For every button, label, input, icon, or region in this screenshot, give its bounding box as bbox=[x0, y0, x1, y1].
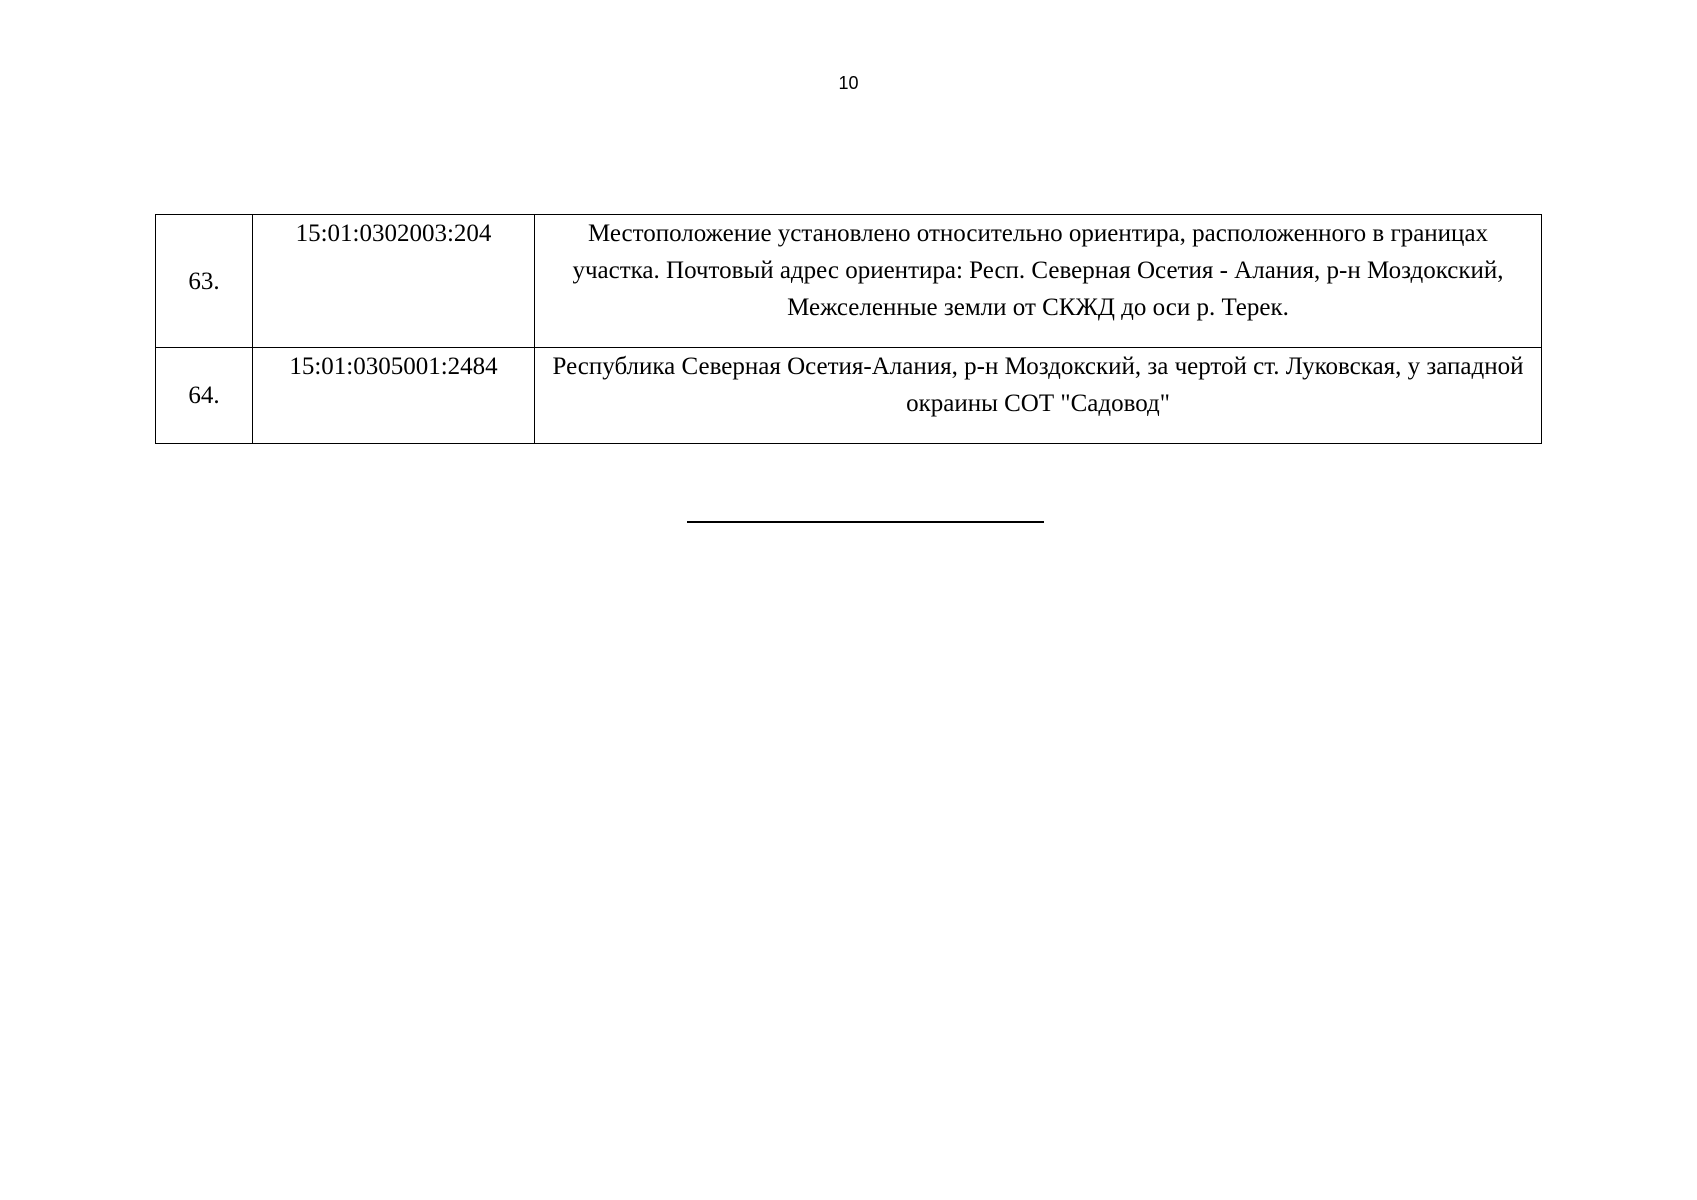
address-text: Местоположение установлено относительно ориентира, расположенного в границах участка. Почтовый адрес ориентира: Респ. Северная Осетия - Алания, р-н Моздокский, Межселенные земли от СКЖД до оси р. Терек. bbox=[535, 215, 1542, 348]
row-number: 63. bbox=[156, 215, 253, 348]
address-text: Республика Северная Осетия-Алания, р-н Моздокский, за чертой ст. Луковская, у западной окраины СОТ "Садовод" bbox=[535, 348, 1542, 444]
table-row bbox=[156, 348, 1542, 444]
parcel-table bbox=[155, 214, 1542, 444]
row-number: 64. bbox=[156, 348, 253, 444]
table-row bbox=[156, 215, 1542, 348]
end-of-document-line bbox=[687, 521, 1044, 523]
page-number: 10 bbox=[838, 73, 859, 93]
cadastral-number: 15:01:0305001:2484 bbox=[253, 348, 535, 444]
cadastral-number: 15:01:0302003:204 bbox=[253, 215, 535, 348]
